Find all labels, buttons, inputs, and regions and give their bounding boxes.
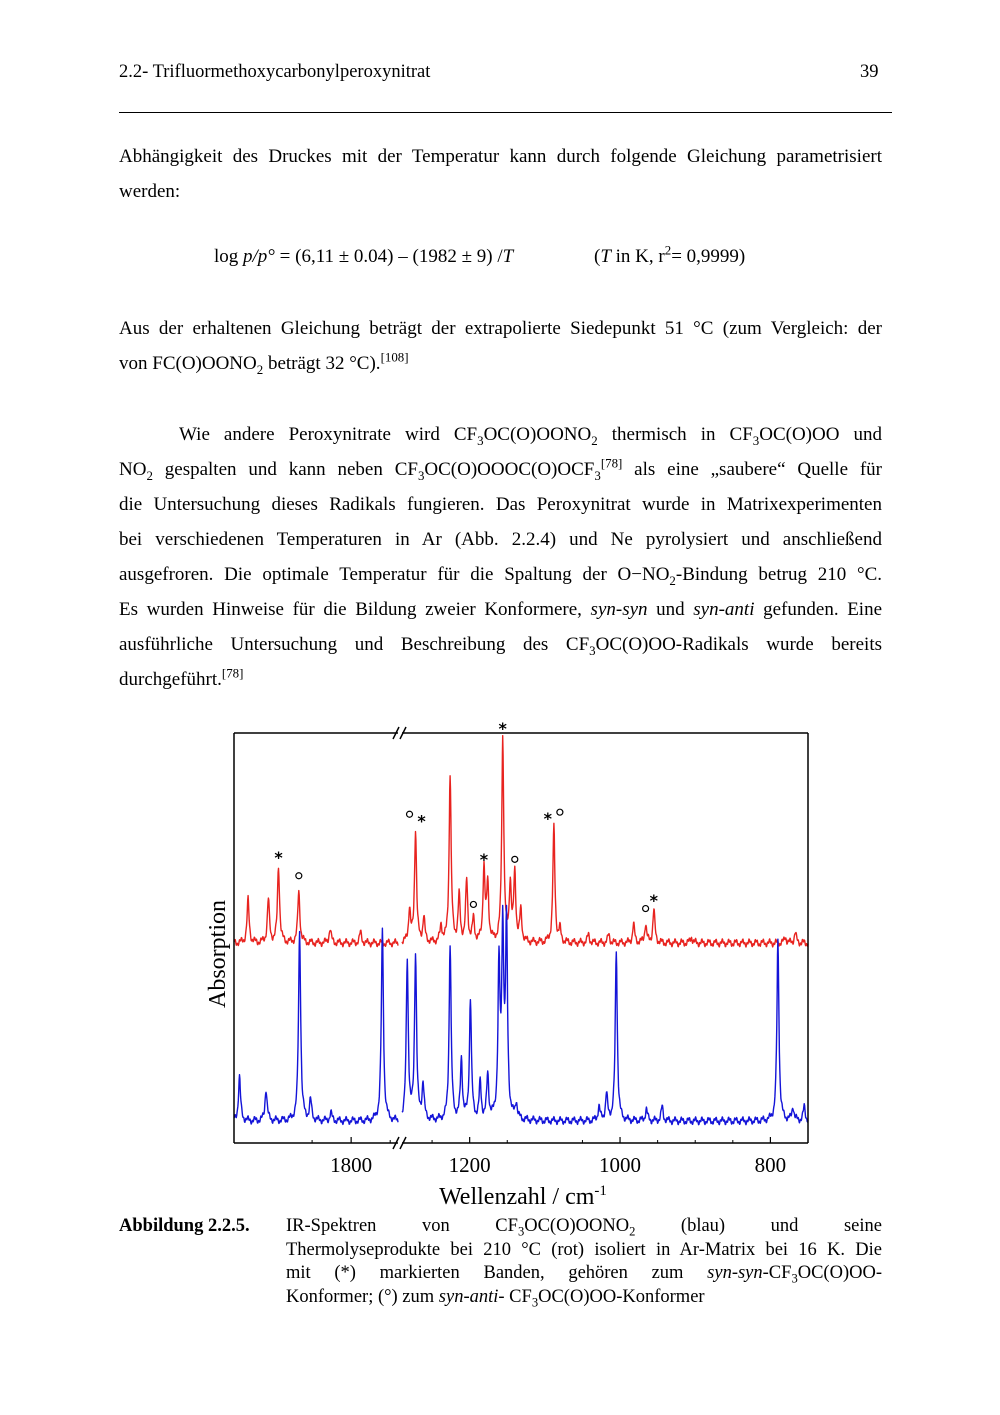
paragraph-peroxynitrate: Wie andere Peroxynitrate wird $CF_3OC(O)OONO_2$ thermisch in $CF_3OC(O)OO$ und $NO_2$ gespalten und kann neben $CF_3OC(O)OOOC(O)OCF_3[78]$ als eine „saubere“ Quelle für die Untersuchung dieses Radikals fungieren. Das Peroxynitrat wurde in Matrixexperimenten bei verschiedenen Temperaturen in Ar (Abb. 2.2.4) und Ne pyrolysiert und anschließend ausgefroren. Die optimale Temperatur für die Spaltung der $O-NO_2$-Bindung betrug 210 °C. Es wurden Hinweise für die Bildung zweier Konformere, syn-syn und syn-anti gefunden. Eine ausführliche Untersuchung und Beschreibung des $CF_3OC(O)OO$-Radikals wurde bereits durchgeführt.[78] [119, 424, 883, 690]
page-number: 39 [860, 62, 879, 82]
spectrum-line-red-seg2 [402, 736, 808, 947]
running-header-title: 2.2- Trifluormethoxycarbonylperoxynitrat [119, 62, 431, 82]
header-rule [119, 112, 892, 113]
paragraph-pressure-intro: Abhängigkeit des Druckes mit der Temperatur kann durch folgende Gleichung parametrisiert werden: [119, 146, 882, 202]
y-axis-label: Absorption [205, 900, 231, 1008]
x-tick-label: 800 [754, 1153, 787, 1177]
syn-syn-marker: * [479, 850, 489, 870]
syn-anti-marker [643, 906, 649, 912]
spectrum-line-blue-seg1 [234, 928, 398, 1124]
syn-anti-marker [512, 856, 518, 862]
syn-anti-marker [407, 811, 413, 817]
syn-syn-marker: * [274, 848, 283, 868]
syn-syn-marker: * [543, 809, 553, 829]
syn-anti-marker [470, 901, 476, 907]
syn-anti-marker [296, 873, 302, 879]
figure-caption-label: Abbildung 2.2.5. [119, 1216, 250, 1236]
equation-conditions: (T in K, $r^2= 0,9999$) [594, 242, 746, 267]
syn-anti-marker [557, 809, 563, 815]
ir-spectra-chart [190, 718, 830, 1218]
x-tick-label: 1800 [330, 1153, 373, 1177]
syn-syn-marker: * [498, 719, 507, 738]
syn-syn-marker: * [649, 891, 659, 911]
x-tick-label: 1200 [448, 1153, 491, 1177]
x-axis-label: Wellenzahl / $cm^{-1}$ [439, 1183, 607, 1210]
spectrum-line-blue-seg2 [402, 906, 808, 1125]
paragraph-boiling-point: Aus der erhaltenen Gleichung beträgt der extrapolierte Siedepunkt 51 °C (zum Vergleich: der von $FC(O)OONO_2$ beträgt 32 °C).[108] [119, 318, 882, 377]
vapor-pressure-equation: log p/p° = (6,11 ± 0.04) – (1982 ± 9) /T [214, 246, 514, 267]
figure-caption-text: IR-Spektren von $CF_3OC(O)OONO_2$ (blau) und seine Thermolyseprodukte bei 210 °C (rot) isoliert in Ar-Matrix bei 16 K. Die mit (*) markierten Banden, gehören zum syn-$syn-CF_3OC(O)OO-$ Konformer; (°) zum syn-anti- $CF_3OC(O)OO$-Konformer [286, 1216, 882, 1310]
syn-syn-marker: * [417, 811, 426, 831]
spectrum-line-red-seg1 [234, 868, 398, 947]
ir-spectra-figure [190, 718, 830, 1218]
x-tick-label: 1000 [599, 1153, 642, 1177]
